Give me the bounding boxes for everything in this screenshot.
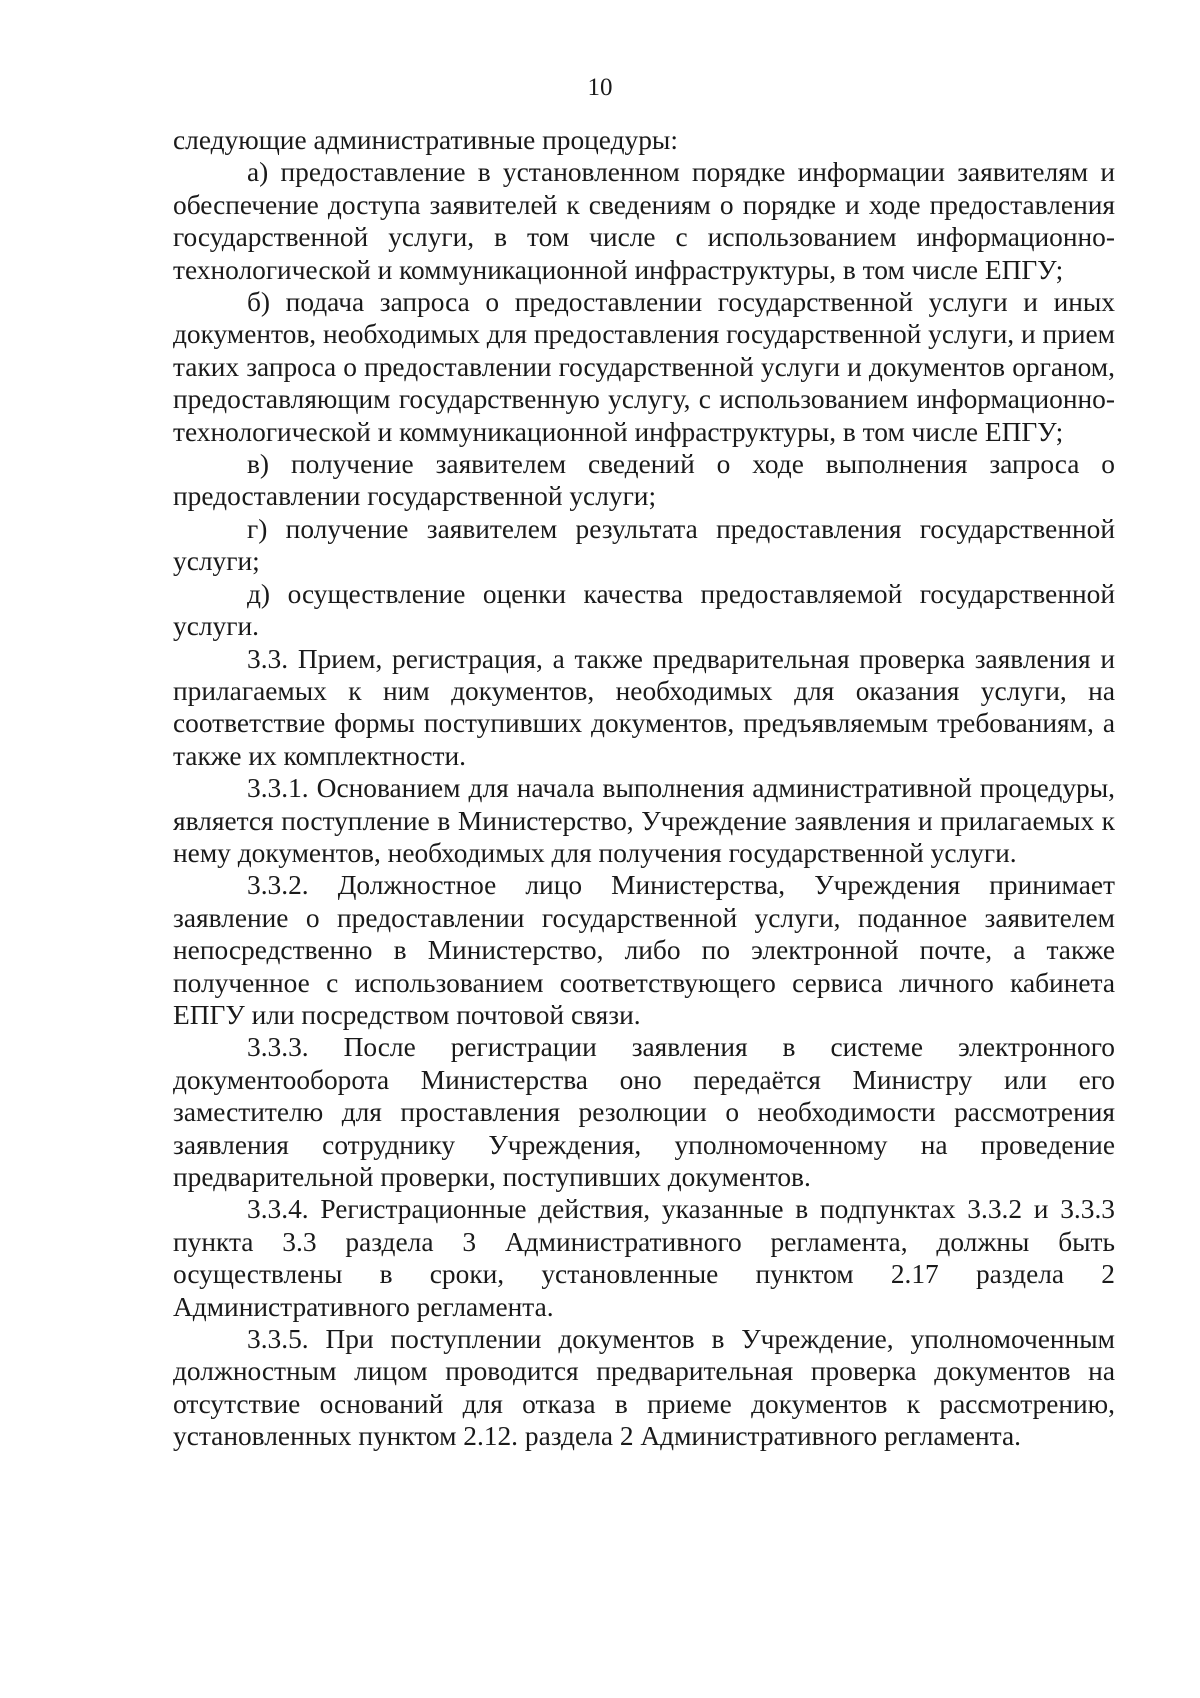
paragraph-section-3-3: 3.3. Прием, регистрация, а также предварительная проверка заявления и прилагаемых к ним документов, необходимых для оказания услуги, на соответствие формы поступивших документов, предъявляемым требованиям, а также их комплектности.: [173, 643, 1115, 771]
paragraph-section-3-3-3: 3.3.3. После регистрации заявления в системе электронного документооборота Министерства оно передаётся Министру или его заместителю для проставления резолюции о необходимости рассмотрения заявления сотруднику Учреждения, уполномоченному на проведение предварительной проверки, поступивших документов.: [173, 1032, 1115, 1192]
paragraph-item-g: г) получение заявителем результата предоставления государственной услуги;: [173, 513, 1115, 577]
paragraph-section-3-3-4: 3.3.4. Регистрационные действия, указанные в подпунктах 3.3.2 и 3.3.3 пункта 3.3 раздела 3 Административного регламента, должны быть осуществлены в сроки, установленные пунктом 2.17 раздела 2 Административного регламента.: [173, 1194, 1115, 1322]
paragraph-item-v: в) получение заявителем сведений о ходе выполнения запроса о предоставлении государственной услуги;: [173, 449, 1115, 512]
paragraph-intro: следующие административные процедуры:: [173, 125, 678, 155]
paragraph-section-3-3-2: 3.3.2. Должностное лицо Министерства, Учреждения принимает заявление о предоставлении государственной услуги, поданное заявителем непосредственно в Министерство, либо по электронной почте, а также полученное с использованием соответствующего сервиса личного кабинета ЕПГУ или посредством почтовой связи.: [173, 870, 1115, 1030]
paragraph-section-3-3-5: 3.3.5. При поступлении документов в Учреждение, уполномоченным должностным лицом проводится предварительная проверка документов на отсутствие оснований для отказа в приеме документов к рассмотрению, установленных пунктом 2.12. раздела 2 Административного регламента.: [173, 1324, 1115, 1452]
page-number: 10: [587, 74, 613, 101]
paragraph-item-d: д) осуществление оценки качества предоставляемой государственной услуги.: [173, 578, 1115, 642]
paragraph-section-3-3-1: 3.3.1. Основанием для начала выполнения административной процедуры, является поступление в Министерство, Учреждение заявления и прилагаемых к нему документов, необходимых для получения государственной услуги.: [173, 773, 1115, 868]
paragraph-item-a: а) предоставление в установленном порядке информации заявителям и обеспечение доступа заявителей к сведениям о порядке и ходе предоставления государственной услуги, в том числе с использованием информационно-технологической и коммуникационной инфраструктуры, в том числе ЕПГУ;: [173, 157, 1115, 285]
paragraph-item-b: б) подача запроса о предоставлении государственной услуги и иных документов, необходимых для предоставления государственной услуги, и прием таких запроса о предоставлении государственной услуги и документов органом, предоставляющим государственную услугу, с использованием информационно-технологической и коммуникационной инфраструктуры, в том числе ЕПГУ;: [173, 287, 1115, 447]
document-body: [173, 124, 1115, 1453]
